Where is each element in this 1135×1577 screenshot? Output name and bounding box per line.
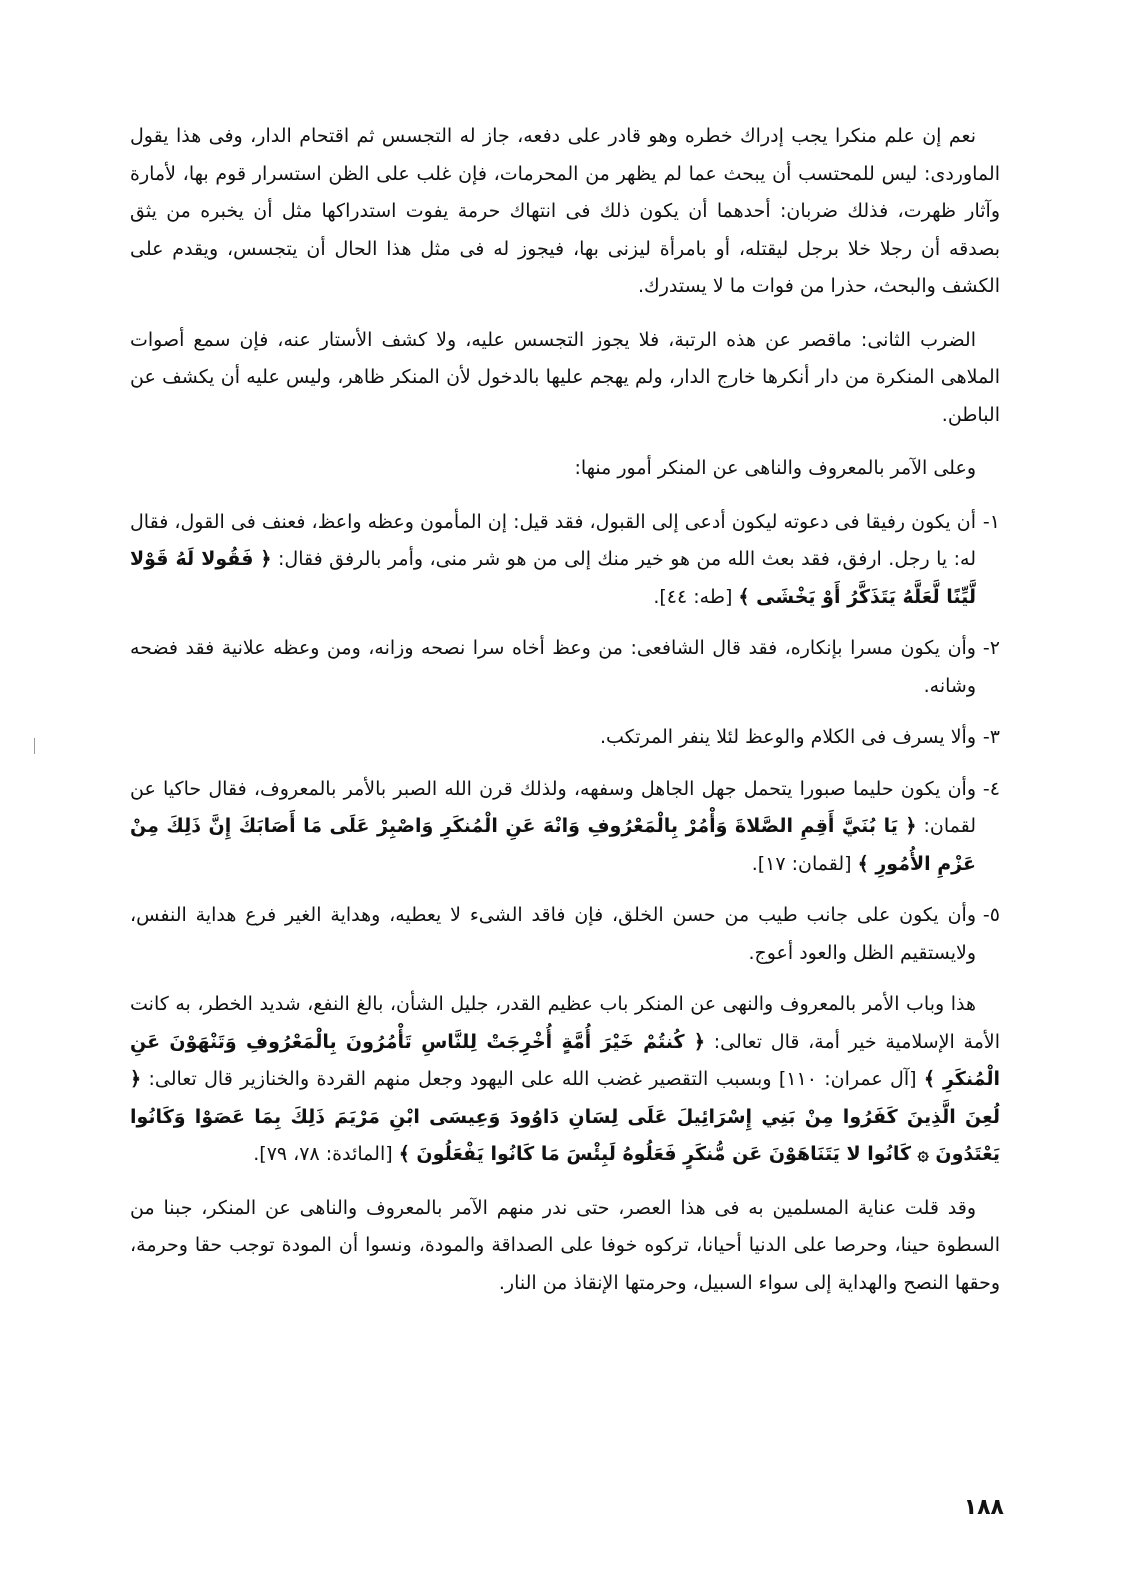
verse-reference: [لقمان: ١٧]. <box>751 852 852 875</box>
list-number: ٥- <box>982 904 1000 926</box>
page-number: ١٨٨ <box>963 1495 1004 1520</box>
paragraph-mawardi: نعم إن علم منكرا يجب إدراك خطره وهو قادر على دفعه، جاز له التجسس ثم اقتحام الدار، وفى هذا يقول الماوردى: ليس للمحتسب أن يبحث عما لم يظهر من المحرمات، فإن غلب على الظن استسرار قوم بها، لأمارة وآثار ظهرت، فذلك ضربان: أحدهما أن يكون ذلك فى انتهاك حرمة يفوت استدراكها مثل أن يخبره من يثق بصدقه أن رجلا خلا برجل ليقتله، أو بامرأة ليزنى بها، فيجوز له فى مثل هذا الحال أن يتجسس، ويقدم على الكشف والبحث، حذرا من فوات ما لا يستدرك. <box>130 125 1000 297</box>
paragraph-importance <box>130 986 1000 1174</box>
verse-reference: [المائدة: ٧٨، ٧٩]. <box>253 1143 393 1165</box>
quran-verse: ﴿ فَقُولا لَهُ قَوْلا لَّيِّنًا لَّعَلَّهُ يَتَذَكَّرُ أَوْ يَخْشَى ﴾ <box>130 548 976 608</box>
list-item-text: وأن يكون على جانب طيب من حسن الخلق، فإن فاقد الشىء لا يعطيه، وهداية الغير فرع هداية النفس، ولايستقيم الظل والعود أعوج. <box>130 904 976 964</box>
item-body: أن يكون رفيقا فى دعوته ليكون أدعى إلى القبول، فقد قيل: إن المأمون وعظه واعظ، فعنف فى القول، فقال له: يا رجل. ارفق، فقد بعث الله من هو خير منك إلى من هو شر منى، وأمر بالرفق فقال: <box>130 510 976 570</box>
paragraph-second-type: الضرب الثانى: ماقصر عن هذه الرتبة، فلا يجوز التجسس عليه، ولا كشف الأستار عنه، فإن سمع أصوات الملاهى المنكرة من دار أنكرها خارج الدار، ولم يهجم عليها بالدخول لأن المنكر ظاهر، وليس عليه أن يكشف عن الباطن. <box>130 328 1000 426</box>
paragraph-final: وقد قلت عناية المسلمين به فى هذا العصر، حتى ندر منهم الآمر بالمعروف والناهى عن المنكر، جبنا من السطوة حينا، وحرصا على الدنيا أحيانا، تركوه خوفا على الصداقة والمودة، ونسوا أن المودة توجب حقا وحرمة، وحقها النصح والهداية إلى سواء السبيل، وحرمتها الإنقاذ من النار. <box>130 1196 1000 1294</box>
list-item <box>130 719 1000 757</box>
list-number: ٢- <box>982 637 1000 659</box>
list-item <box>130 771 1000 884</box>
page-body <box>130 118 1000 1318</box>
list-item-text: وألا يسرف فى الكلام والوعظ لئلا ينفر المرتكب. <box>600 726 976 748</box>
paragraph-conditions-intro: وعلى الآمر بالمعروف والناهى عن المنكر أمور منها: <box>574 457 976 479</box>
quran-verse: ﴿ كُنتُمْ خَيْرَ أُمَّةٍ أُخْرِجَتْ لِلنَّاسِ تَأْمُرُونَ بِالْمَعْرُوفِ وَتَنْهَوْنَ عَنِ الْمُنكَرِ ﴾ <box>130 1030 1000 1090</box>
margin-mark <box>34 738 35 754</box>
list-item <box>130 504 1000 617</box>
item-body: وأن يكون حليما صبورا يتحمل جهل الجاهل وسفهه، ولذلك قرن الله الصبر بالأمر بالمعروف، فقال حاكيا عن لقمان: <box>130 777 976 837</box>
list-number: ٣- <box>982 726 1000 748</box>
closing-middle: وبسبب التقصير غضب الله على اليهود وجعل منهم القردة والخنازير قال تعالى: <box>148 1068 772 1090</box>
list-item-text <box>130 504 976 617</box>
list-number: ٤- <box>982 777 1000 800</box>
list-item <box>130 630 1000 705</box>
list-number: ١- <box>982 510 1000 533</box>
verse-reference: [طه: ٤٤]. <box>653 585 733 608</box>
closing-intro: هذا وباب الأمر بالمعروف والنهى عن المنكر باب عظيم القدر، جليل الشأن، بالغ النفع، شديد الخطر، به كانت الأمة الإسلامية خير أمة، قال تعالى: <box>130 993 1001 1053</box>
quran-verse: ﴿ يَا بُنَيَّ أَقِمِ الصَّلاةَ وَأْمُرْ بِالْمَعْرُوفِ وَانْهَ عَنِ الْمُنكَرِ وَاصْبِرْ عَلَى مَا أَصَابَكَ إِنَّ ذَلِكَ مِنْ عَزْمِ الأُمُورِ ﴾ <box>130 815 976 875</box>
quran-verse: ﴿ لُعِنَ الَّذِينَ كَفَرُوا مِنْ بَنِي إِسْرَائِيلَ عَلَى لِسَانِ دَاوُودَ وَعِيسَى ابْنِ مَرْيَمَ ذَلِكَ بِمَا عَصَوْا وَكَانُوا يَعْتَدُونَ ۞ كَانُوا لا يَتَنَاهَوْنَ عَن مُّنكَرٍ فَعَلُوهُ لَبِئْسَ مَا كَانُوا يَفْعَلُونَ ﴾ <box>130 1068 1000 1165</box>
list-item-text <box>130 771 976 884</box>
list-item-text: وأن يكون مسرا بإنكاره، فقد قال الشافعى: من وعظ أخاه سرا نصحه وزانه، ومن وعظه علانية فقد فضحه وشانه. <box>130 637 976 697</box>
verse-reference: [آل عمران: ١١٠] <box>778 1068 917 1090</box>
list-item <box>130 897 1000 972</box>
